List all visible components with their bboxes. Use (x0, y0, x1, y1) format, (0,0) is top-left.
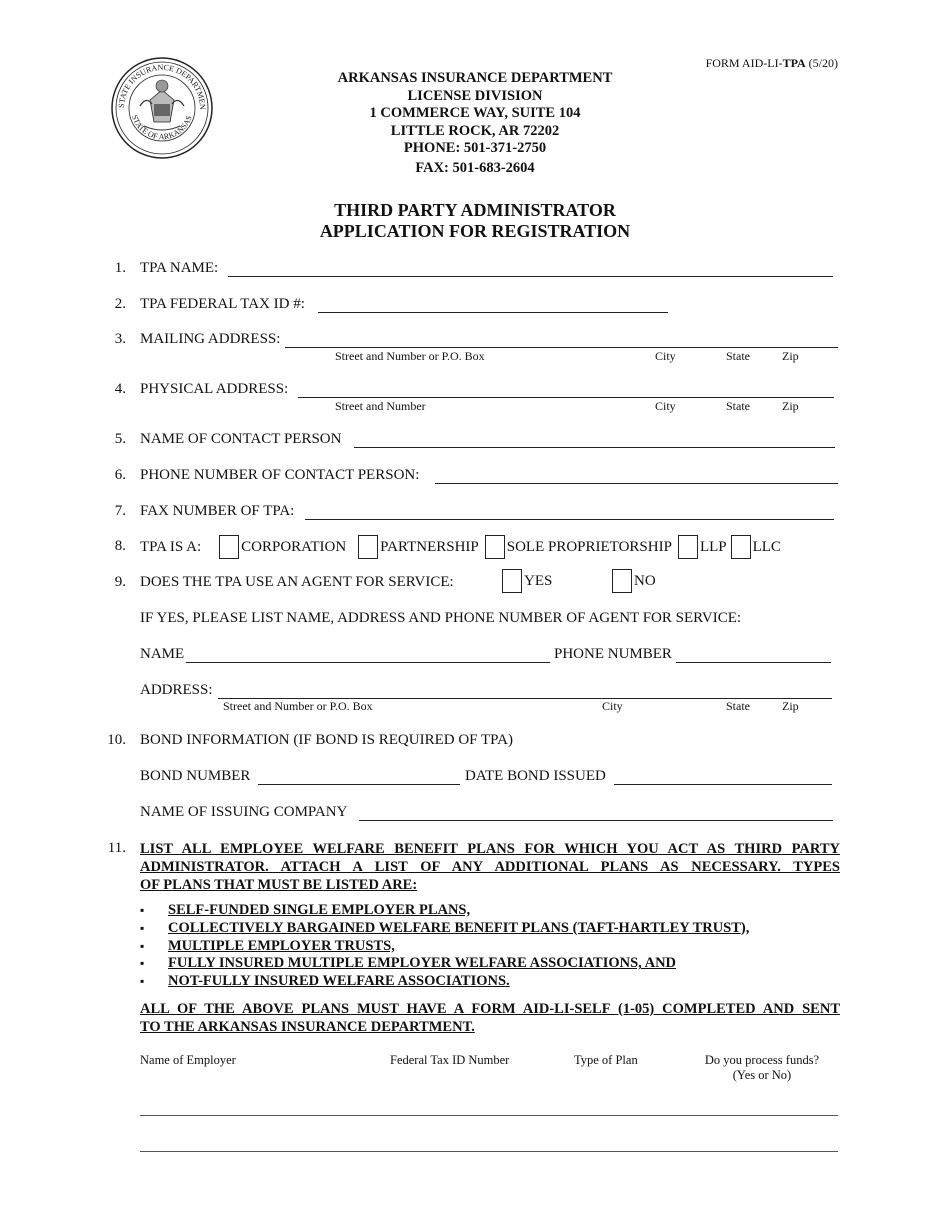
bond-date-field[interactable] (614, 784, 832, 785)
title-line: THIRD PARTY ADMINISTRATOR (334, 200, 616, 220)
form-title (0, 200, 950, 242)
agent-name-field[interactable] (186, 662, 550, 663)
header-line: ARKANSAS INSURANCE DEPARTMENT (337, 70, 613, 86)
agent-phone-field[interactable] (676, 662, 831, 663)
item-number: 1. (114, 260, 126, 276)
header-line: LICENSE DIVISION (407, 87, 543, 104)
agent-phone-label: PHONE NUMBER (554, 646, 672, 662)
corporation-option-label: CORPORATION (241, 538, 347, 555)
entity-type-row (140, 535, 781, 559)
instruction-line: ADMINISTRATOR. ATTACH A LIST OF ANY ADDITIONAL PLANS AS NECESSARY. TYPES (140, 859, 840, 875)
header-line: PHONE: 501-371-2750 (403, 140, 547, 157)
instruction-line: LIST ALL EMPLOYEE WELFARE BENEFIT PLANS FOR WHICH YOU ACT AS THIRD PARTY (140, 841, 840, 857)
mailing-address-label: MAILING ADDRESS: (140, 331, 281, 347)
instruction-line: OF PLANS THAT MUST BE LISTED ARE: (140, 877, 418, 893)
item-number: 11. (107, 840, 126, 856)
item-number: 10. (107, 732, 126, 748)
contact-person-label: NAME OF CONTACT PERSON (140, 431, 342, 447)
physical-address-field[interactable] (298, 397, 834, 398)
agent-no-option (606, 569, 656, 593)
fax-label: FAX NUMBER OF TPA: (140, 503, 295, 519)
partnership-option-label: PARTNERSHIP (380, 538, 479, 555)
contact-phone-label: PHONE NUMBER OF CONTACT PERSON: (140, 467, 420, 483)
notice-line: TO THE ARKANSAS INSURANCE DEPARTMENT. (140, 1019, 475, 1035)
header-line: LITTLE ROCK, AR 72202 (390, 122, 560, 139)
partnership-checkbox[interactable] (358, 535, 378, 559)
item-number: 5. (114, 431, 126, 447)
tpa-name-field[interactable] (228, 276, 833, 277)
plans-instructions (140, 840, 840, 894)
corporation-checkbox[interactable] (219, 535, 239, 559)
svg-text:STATE OF ARKANSAS: STATE OF ARKANSAS (130, 113, 194, 142)
tpa-name-label: TPA NAME: (140, 260, 219, 276)
sublabel-street: Street and Number or P.O. Box (335, 349, 485, 363)
agent-name-label: NAME (140, 646, 185, 662)
sublabel-zip: Zip (782, 699, 799, 713)
header-line: FAX: 501-683-2604 (415, 159, 535, 176)
yes-label: YES (524, 572, 553, 589)
header-line: 1 COMMERCE WAY, SUITE 104 (369, 105, 581, 122)
bond-date-label: DATE BOND ISSUED (465, 768, 606, 784)
sublabel-city: City (602, 699, 623, 713)
list-item: ▪ SELF-FUNDED SINGLE EMPLOYER PLANS, (140, 902, 840, 920)
sublabel-street: Street and Number or P.O. Box (223, 699, 373, 713)
no-label: NO (634, 572, 656, 589)
issuing-company-field[interactable] (359, 820, 833, 821)
form-number: FORM AID-LI-TPA (5/20) (705, 56, 838, 70)
contact-person-field[interactable] (354, 447, 835, 448)
sublabel-state: State (726, 349, 750, 363)
column-header-line: (Yes or No) (732, 1068, 792, 1082)
sublabel-city: City (655, 349, 676, 363)
llc-option-label: LLC (752, 538, 781, 555)
item-number: 3. (114, 331, 126, 347)
sole-proprietorship-checkbox[interactable] (485, 535, 505, 559)
list-item: ▪ MULTIPLE EMPLOYER TRUSTS, (140, 938, 840, 956)
llc-checkbox[interactable] (731, 535, 751, 559)
fax-field[interactable] (305, 519, 834, 520)
entity-type-label: TPA IS A: (140, 538, 202, 555)
agent-instruction: IF YES, PLEASE LIST NAME, ADDRESS AND PHONE NUMBER OF AGENT FOR SERVICE: (140, 610, 742, 626)
bond-info-label: BOND INFORMATION (IF BOND IS REQUIRED OF TPA) (140, 732, 513, 748)
tax-id-field[interactable] (318, 312, 668, 313)
bond-number-field[interactable] (258, 784, 460, 785)
bond-number-label: BOND NUMBER (140, 768, 251, 784)
sublabel-state: State (726, 699, 750, 713)
contact-phone-field[interactable] (435, 483, 838, 484)
llp-checkbox[interactable] (678, 535, 698, 559)
agent-no-checkbox[interactable] (612, 569, 632, 593)
column-header-plan-type: Type of Plan (574, 1053, 638, 1067)
column-header-tax-id: Federal Tax ID Number (390, 1053, 510, 1067)
svg-text:STATE INSURANCE DEPARTMENT: STATE INSURANCE DEPARTMEN (116, 62, 208, 110)
item-number: 4. (114, 381, 126, 397)
list-item: ▪ COLLECTIVELY BARGAINED WELFARE BENEFIT PLANS (TAFT-HARTLEY TRUST), (140, 920, 840, 938)
mailing-address-field[interactable] (285, 347, 838, 348)
sublabel-zip: Zip (782, 349, 799, 363)
plan-types-list (140, 902, 840, 991)
agent-yes-checkbox[interactable] (502, 569, 522, 593)
item-number: 2. (114, 296, 126, 312)
department-header (0, 70, 950, 178)
list-item: ▪ NOT-FULLY INSURED WELFARE ASSOCIATIONS. (140, 973, 840, 991)
column-header-process-funds (700, 1053, 824, 1083)
self-form-notice (140, 1000, 840, 1036)
llp-option-label: LLP (699, 538, 727, 555)
agent-yes-option (496, 569, 552, 593)
item-number: 9. (114, 574, 126, 590)
tax-id-label: TPA FEDERAL TAX ID #: (140, 296, 305, 312)
sublabel-street: Street and Number (335, 399, 426, 413)
item-number: 7. (114, 503, 126, 519)
physical-address-label: PHYSICAL ADDRESS: (140, 381, 289, 397)
sole-proprietorship-option-label: SOLE PROPRIETORSHIP (506, 538, 672, 555)
plan-entry-row[interactable] (140, 1115, 838, 1116)
agent-question-label: DOES THE TPA USE AN AGENT FOR SERVICE: (140, 574, 454, 590)
agent-address-label: ADDRESS: (140, 682, 213, 698)
list-item: ▪ FULLY INSURED MULTIPLE EMPLOYER WELFARE ASSOCIATIONS, AND (140, 955, 840, 973)
column-header-employer: Name of Employer (140, 1053, 236, 1067)
sublabel-zip: Zip (782, 399, 799, 413)
sublabel-city: City (655, 399, 676, 413)
plan-entry-row[interactable] (140, 1151, 838, 1152)
column-header-line: Do you process funds? (704, 1053, 820, 1067)
title-line: APPLICATION FOR REGISTRATION (319, 221, 631, 241)
notice-line: ALL OF THE ABOVE PLANS MUST HAVE A FORM AID-LI-SELF (1-05) COMPLETED AND SENT (140, 1001, 840, 1017)
item-number: 6. (114, 467, 126, 483)
issuing-company-label: NAME OF ISSUING COMPANY (140, 804, 348, 820)
item-number: 8. (114, 538, 126, 554)
sublabel-state: State (726, 399, 750, 413)
